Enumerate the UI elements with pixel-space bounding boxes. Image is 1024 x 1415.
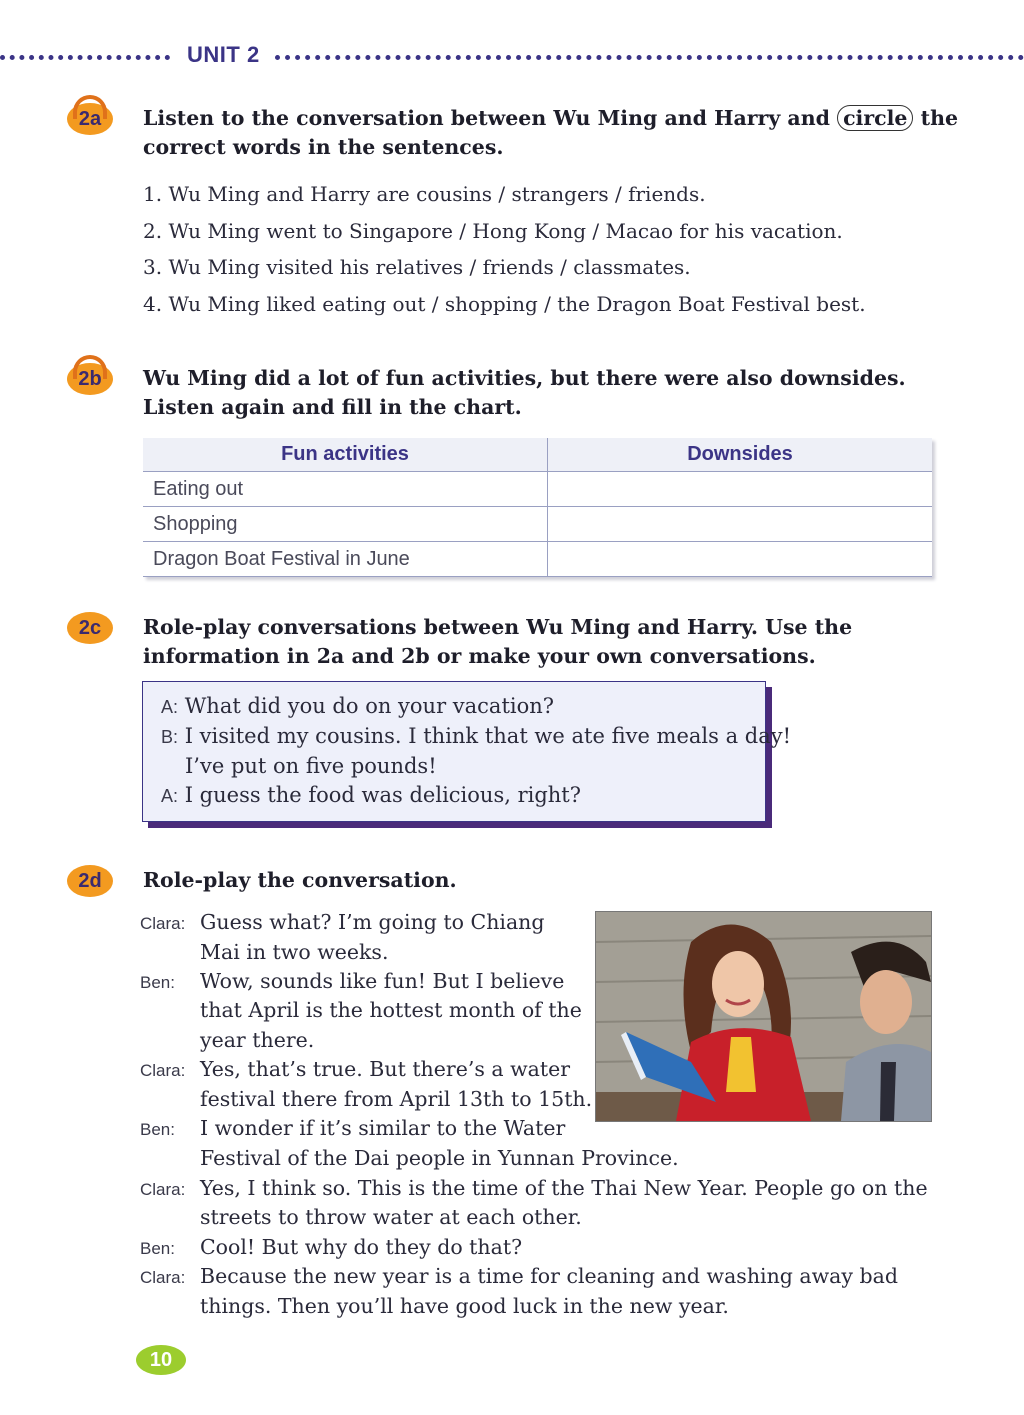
table-cell-blank[interactable] [548,507,933,542]
dialogue-line: year there. [200,1028,315,1052]
speaker-label: Clara: [140,1180,186,1199]
table-header-row [143,438,932,472]
list-item: 1. Wu Ming and Harry are cousins / strangers / friends. [143,182,706,206]
conversation-line: A: What did you do on your vacation? [161,694,555,718]
table-row [143,507,932,542]
circle-word: circle [837,105,913,131]
photo-girl-and-boy-with-book [595,911,932,1122]
dialogue-line: festival there from April 13th to 15th. [200,1087,593,1111]
speaker-label: Clara: [140,1268,186,1287]
list-item: 2. Wu Ming went to Singapore / Hong Kong / Macao for his vacation. [143,218,843,243]
conversation-box [142,681,792,822]
table-cell: Dragon Boat Festival in June [143,542,548,577]
dialogue-line: Wow, sounds like fun! But I believe [200,969,565,993]
dialogue-line: Yes, that’s true. But there’s a water [200,1057,571,1081]
table-row [143,472,932,507]
speaker-label: Ben: [140,1239,175,1258]
column-header: Downsides [548,438,933,472]
dialogue-line: Guess what? I’m going to Chiang [200,910,545,934]
speaker-label: Clara: [140,914,186,933]
section-2b-instructions: Wu Ming did a lot of fun activities, but there were also downsides. Listen again and fill in the chart. [143,366,906,419]
dialogue-line: Yes, I think so. This is the time of the Thai New Year. People go on the [200,1176,928,1200]
list-item: 4. Wu Ming liked eating out / shopping / the Dragon Boat Festival best. [143,291,866,316]
conversation-line: A: I guess the food was delicious, right? [161,783,581,807]
section-2c-instructions: Role-play conversations between Wu Ming and Harry. Use the information in 2a and 2b or make your own conversations. [143,615,853,668]
unit-title: UNIT 2 [187,42,260,67]
section-2b-badge-headphones-icon: 2b [67,363,113,395]
column-header: Fun activities [143,438,548,472]
table-cell-blank[interactable] [548,472,933,507]
conversation-line: B: I visited my cousins. I think that we ate five meals a day! [161,724,792,748]
dialogue-line: Mai in two weeks. [200,940,389,964]
dialogue-line: I wonder if it’s similar to the Water [200,1116,566,1140]
dialogue-line: that April is the hottest month of the [200,998,582,1022]
table-cell: Shopping [143,507,548,542]
dialogue-line: things. Then you’ll have good luck in the new year. [200,1294,729,1318]
speaker-label: Ben: [140,973,175,992]
table-row [143,542,932,577]
header-dots-left [0,55,170,60]
table-cell: Eating out [143,472,548,507]
header-dots-right [275,55,1024,60]
dialogue-line: Cool! But why do they do that? [200,1235,523,1259]
section-2d-instructions: Role-play the conversation. [143,868,457,892]
section-2a-items [143,176,866,322]
dialogue-line: Festival of the Dai people in Yunnan Province. [200,1146,679,1170]
table-cell-blank[interactable] [548,542,933,577]
dialogue-line: streets to throw water at each other. [200,1205,582,1229]
speaker-label: Clara: [140,1061,186,1080]
section-2c-badge: 2c [67,612,113,644]
section-2a-instructions: Listen to the conversation between Wu Ming and Harry and circle the correct words in the sentences. [143,106,959,159]
conversation-line: I’ve put on five pounds! [185,754,437,778]
fill-in-chart [143,438,932,577]
list-item: 3. Wu Ming visited his relatives / friends / classmates. [143,255,691,280]
speaker-label: Ben: [140,1120,175,1139]
page-number: 10 [136,1345,186,1375]
section-2d-badge: 2d [67,865,113,897]
section-2a-badge-headphones-icon: 2a [67,103,113,135]
dialogue-line: Because the new year is a time for cleaning and washing away bad [200,1264,898,1288]
